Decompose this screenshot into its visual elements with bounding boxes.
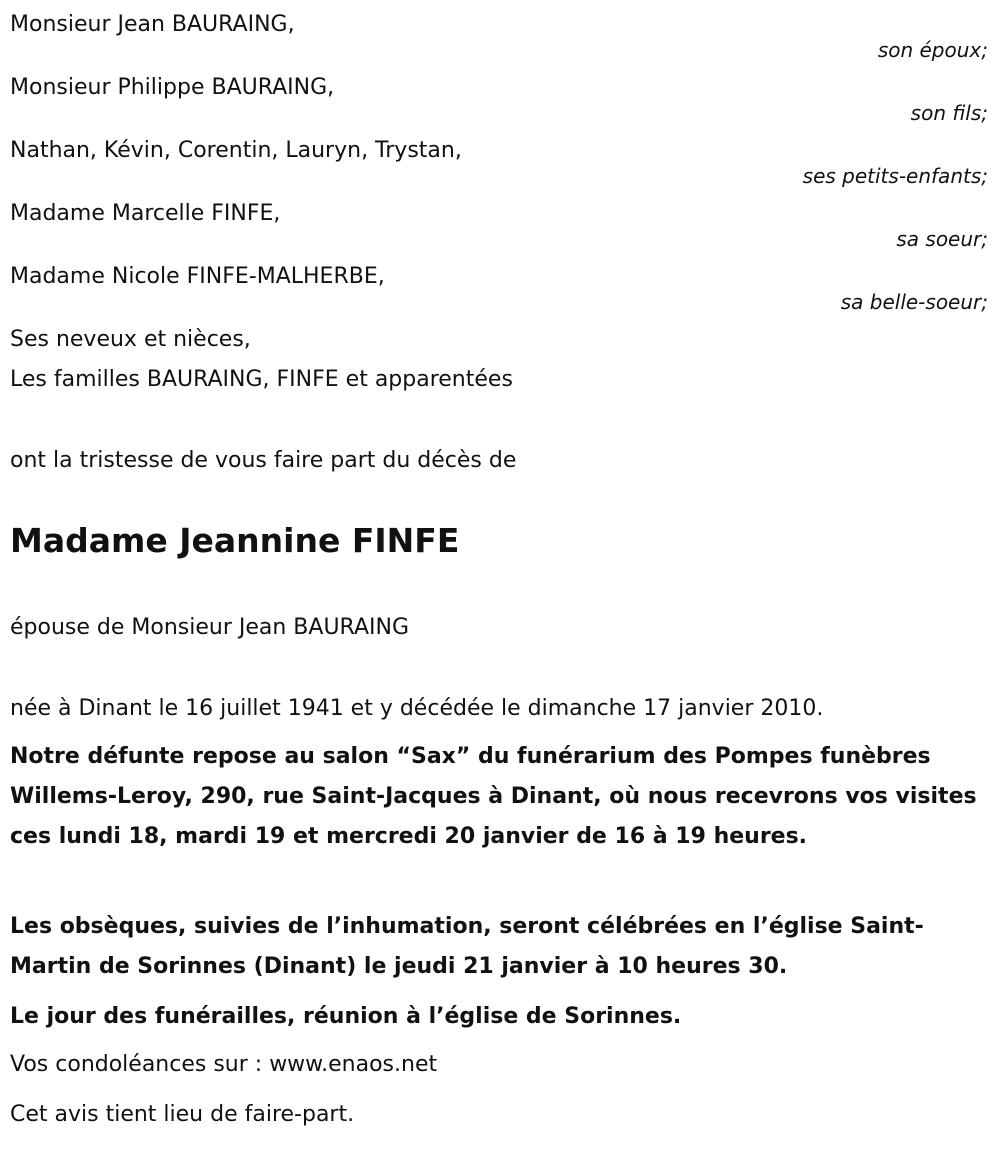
closing-line: Cet avis tient lieu de faire-part. [10, 1102, 355, 1127]
meeting-paragraph: Le jour des funérailles, réunion à l’église de Sorinnes. [10, 1004, 682, 1029]
family-relation: sa soeur; [896, 227, 988, 251]
family-name: Madame Marcelle FINFE, [10, 201, 281, 226]
funeral-paragraph: Les obsèques, suivies de l’inhumation, seront célébrées en l’église Saint-Martin de Sorinnes (Dinant) le jeudi 21 janvier à 10 heures 30. [10, 914, 924, 979]
family-name: Madame Nicole FINFE-MALHERBE, [10, 264, 385, 289]
family-name: Monsieur Jean BAURAING, [10, 12, 295, 37]
family-relation: sa belle-soeur; [840, 290, 988, 314]
family-relation: son fils; [910, 101, 988, 125]
condolences-line: Vos condoléances sur : www.enaos.net [10, 1052, 438, 1077]
families-line: Les familles BAURAING, FINFE et apparentées [10, 367, 513, 392]
family-relation: son époux; [877, 38, 988, 62]
deceased-name: Madame Jeannine FINFE [10, 521, 460, 560]
family-relation: ses petits-enfants; [802, 164, 988, 188]
viewing-paragraph: Notre défunte repose au salon “Sax” du funérarium des Pompes funèbres Willems-Leroy, 290, rue Saint-Jacques à Dinant, où nous recevrons vos visites ces lundi 18, mardi 19 et mercredi 20 janvier de 16 à 19 heures. [10, 744, 977, 849]
family-name: Nathan, Kévin, Corentin, Lauryn, Trystan, [10, 138, 462, 163]
spouse-line: épouse de Monsieur Jean BAURAING [10, 615, 409, 640]
nephews-line: Ses neveux et nièces, [10, 327, 251, 352]
birth-death-line: née à Dinant le 16 juillet 1941 et y décédée le dimanche 17 janvier 2010. [10, 696, 824, 721]
announcement: ont la tristesse de vous faire part du décès de [10, 448, 517, 473]
family-name: Monsieur Philippe BAURAING, [10, 75, 335, 100]
